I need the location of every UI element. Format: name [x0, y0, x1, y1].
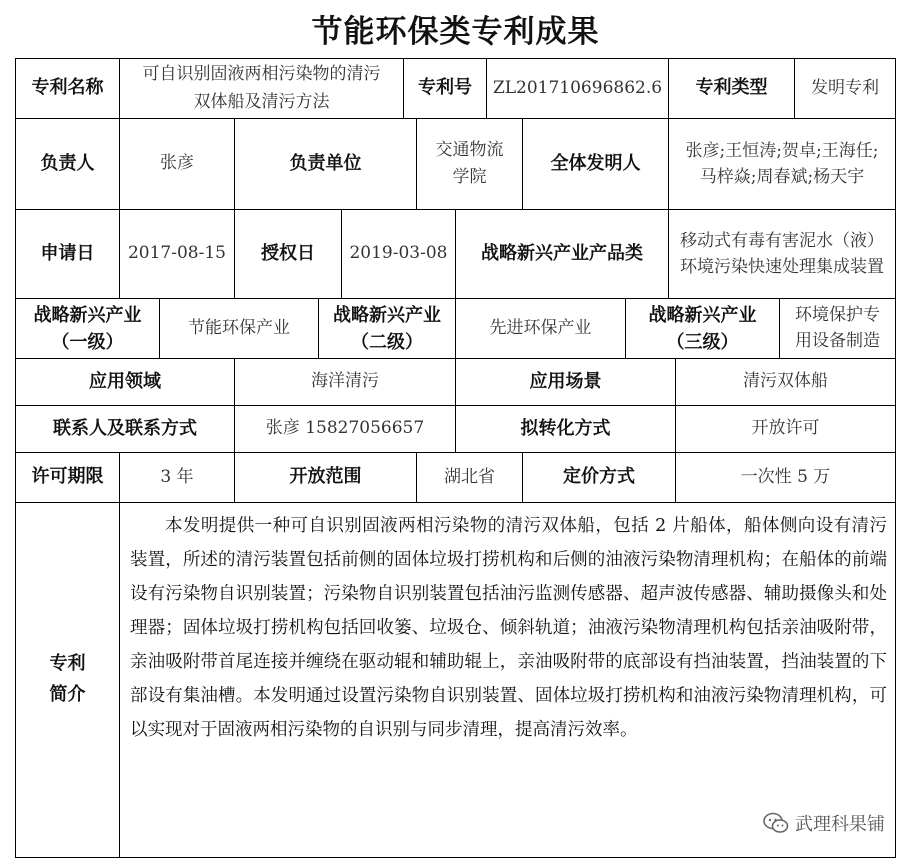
- industry-l1-value: 节能环保产业: [159, 298, 319, 359]
- product-class-label: 战略新兴产业产品类: [455, 209, 669, 299]
- scene-label: 应用场景: [455, 358, 676, 406]
- industry-l1-label: 战略新兴产业（一级）: [15, 298, 160, 359]
- industry-l2-value: 先进环保产业: [455, 298, 626, 359]
- patent-type-value: 发明专利: [794, 58, 896, 119]
- scene-value: 清污双体船: [675, 358, 896, 406]
- field-value: 海洋清污: [234, 358, 456, 406]
- contact-label: 联系人及联系方式: [15, 405, 235, 453]
- pricing-value: 一次性 5 万: [675, 452, 896, 503]
- principal-label: 负责人: [15, 118, 120, 210]
- wechat-icon: [763, 812, 789, 834]
- field-label: 应用领域: [15, 358, 235, 406]
- scope-value: 湖北省: [416, 452, 523, 503]
- unit-value: 交通物流学院: [416, 118, 523, 210]
- watermark-text: 武理科果铺: [795, 814, 885, 835]
- grant-date-value: 2019-03-08: [341, 209, 456, 299]
- patent-no-label: 专利号: [403, 58, 487, 119]
- product-class-value: 移动式有毒有害泥水（液）环境污染快速处理集成装置: [668, 209, 896, 299]
- scope-label: 开放范围: [234, 452, 417, 503]
- industry-l2-label: 战略新兴产业（二级）: [318, 298, 456, 359]
- contact-value: 张彦 15827056657: [234, 405, 456, 453]
- patent-name-value: 可自识别固液两相污染物的清污双体船及清污方法: [119, 58, 404, 119]
- summary-text: 本发明提供一种可自识别固液两相污染物的清污双体船，包括 2 片船体，船体侧向设有清污装置，所述的清污装置包括前侧的固体垃圾打捞机构和后侧的油液污染物清理机构；在船体的前端设有污染物自识别装置；污染物自识别装置包括油污监测传感器、超声波传感器、辅助摄像头和处理器；固体垃圾打捞机构包括回收篓、垃圾仓、倾斜轨道；油液污染物清理机构包括亲油吸附带，亲油吸附带首尾连接并缠绕在驱动辊和辅助辊上，亲油吸附带的底部设有挡油装置，挡油装置的下部设有集油槽。本发明通过设置污染物自识别装置、固体垃圾打捞机构和油液污染物清理机构，可以实现对于固液两相污染物的自识别与同步清理，提高清污效率。: [119, 502, 896, 858]
- transfer-label: 拟转化方式: [455, 405, 676, 453]
- period-label: 许可期限: [15, 452, 120, 503]
- industry-l3-label: 战略新兴产业（三级）: [625, 298, 780, 359]
- watermark: [763, 810, 885, 836]
- unit-label: 负责单位: [234, 118, 417, 210]
- period-value: 3 年: [119, 452, 235, 503]
- inventors-value: 张彦;王恒涛;贺卓;王海任;马梓焱;周春斌;杨天宇: [668, 118, 896, 210]
- transfer-value: 开放许可: [675, 405, 896, 453]
- industry-l3-value: 环境保护专用设备制造: [779, 298, 896, 359]
- apply-date-label: 申请日: [15, 209, 120, 299]
- patent-name-label: 专利名称: [15, 58, 120, 119]
- pricing-label: 定价方式: [522, 452, 676, 503]
- inventors-label: 全体发明人: [522, 118, 669, 210]
- summary-label: 专利简介: [15, 502, 120, 858]
- page-title: 节能环保类专利成果: [311, 14, 600, 50]
- apply-date-value: 2017-08-15: [119, 209, 235, 299]
- patent-no-value: ZL201710696862.6: [486, 58, 669, 119]
- grant-date-label: 授权日: [234, 209, 342, 299]
- patent-type-label: 专利类型: [668, 58, 795, 119]
- principal-value: 张彦: [119, 118, 235, 210]
